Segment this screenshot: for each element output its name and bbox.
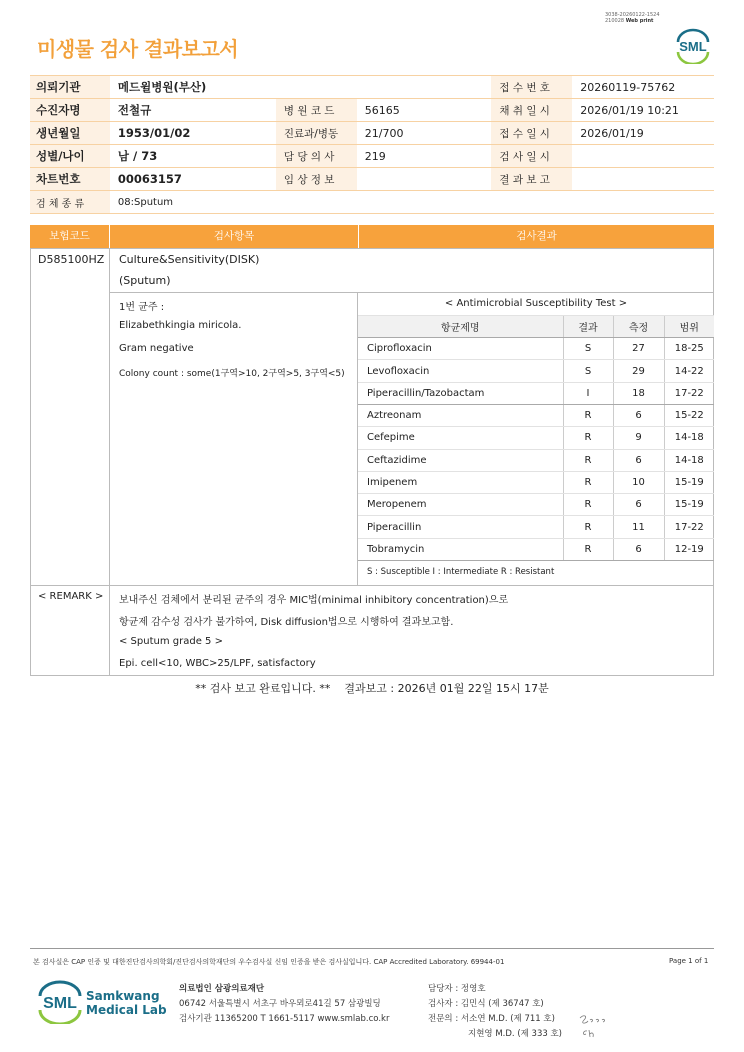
info-label: 성별/나이	[30, 145, 110, 168]
remark-line: Epi. cell<10, WBC>25/LPF, satisfactory	[119, 658, 316, 669]
info-value	[572, 168, 714, 191]
result: I	[563, 382, 613, 404]
info-label: 의뢰기관	[30, 76, 110, 99]
info-label: 채 취 일 시	[491, 99, 572, 122]
colony-count: Colony count : some(1구역>10, 2구역>5, 3구역<5)	[119, 369, 345, 379]
range: 12-19	[664, 538, 714, 560]
info-label: 생년월일	[30, 122, 110, 145]
measure: 6	[613, 449, 664, 471]
org-address: 06742 서울특별시 서초구 바우뫼로41길 57 삼광빌딩	[179, 999, 381, 1009]
antibiotic: Levofloxacin	[358, 360, 563, 382]
ast-row	[358, 360, 714, 382]
staff-line: 전문의 : 서소연 M.D. (제 711 호)	[428, 1014, 555, 1024]
info-value	[572, 145, 714, 168]
ast-row	[358, 338, 714, 360]
measure: 9	[613, 427, 664, 449]
result: R	[563, 449, 613, 471]
info-label: 수진자명	[30, 99, 110, 122]
organism-name: Elizabethkingia miricola.	[119, 320, 242, 331]
signature-icon	[578, 1012, 612, 1040]
ast-col-antibiotic: 항균제명	[358, 315, 563, 337]
measure: 18	[613, 382, 664, 404]
col-insurance-code: 보험코드	[49, 230, 90, 242]
report-id-line2	[605, 18, 660, 24]
result: R	[563, 494, 613, 516]
patient-info-table	[30, 75, 714, 214]
antibiotic: Cefepime	[358, 427, 563, 449]
info-label: 접 수 일 시	[491, 122, 572, 145]
antibiotic: Ceftazidime	[358, 449, 563, 471]
ast-col-range: 범위	[664, 315, 714, 337]
info-value: 2026/01/19	[572, 122, 714, 145]
col-test-item: 검사항목	[109, 225, 358, 248]
gram-stain: Gram negative	[119, 343, 194, 354]
info-label: 차트번호	[30, 168, 110, 191]
info-label: 담 당 의 사	[276, 145, 357, 168]
divider	[30, 585, 714, 586]
org-name: 의료법인 삼광의료재단	[179, 984, 265, 994]
info-value: 21/700	[357, 122, 492, 145]
range: 17-22	[664, 516, 714, 538]
ast-row	[358, 538, 714, 560]
sml-logo-text: SML	[679, 39, 707, 54]
remark-line: 보내주신 검체에서 분리된 균주의 경우 MIC법(minimal inhibitory concentration)으로	[119, 595, 509, 606]
info-label: 접 수 번 호	[491, 76, 572, 99]
report-id-code: 210028	[605, 18, 625, 24]
result: S	[563, 360, 613, 382]
range: 18-25	[664, 338, 714, 360]
range: 15-19	[664, 494, 714, 516]
info-row	[30, 99, 714, 122]
info-value: 56165	[357, 99, 492, 122]
info-label	[276, 76, 357, 99]
range: 14-22	[664, 360, 714, 382]
info-row	[30, 76, 714, 99]
ast-row	[358, 516, 714, 538]
report-title: 미생물 검사 결과보고서	[37, 37, 239, 61]
result: R	[563, 516, 613, 538]
info-label: 병 원 코 드	[276, 99, 357, 122]
info-label: 진료과/병동	[276, 122, 357, 145]
antibiotic: Imipenem	[358, 471, 563, 493]
info-row	[30, 191, 714, 214]
ast-legend-row	[358, 561, 714, 583]
antibiotic: Piperacillin	[358, 516, 563, 538]
result: R	[563, 538, 613, 560]
report-id-line1: 3038-20260122-1524	[605, 12, 660, 18]
organization-info	[179, 982, 389, 1027]
range: 15-19	[664, 471, 714, 493]
samkwang-brand	[86, 989, 167, 1017]
antibiotic: Meropenem	[358, 494, 563, 516]
measure: 6	[613, 494, 664, 516]
range: 17-22	[664, 382, 714, 404]
range: 14-18	[664, 427, 714, 449]
info-value	[357, 168, 492, 191]
samkwang-logo-icon	[36, 980, 84, 1024]
info-label: 결 과 보 고	[491, 168, 572, 191]
sml-logo-icon	[672, 28, 714, 64]
result-table-header	[30, 225, 714, 248]
range: 15-22	[664, 404, 714, 426]
antibiotic: Tobramycin	[358, 538, 563, 560]
staff-info	[428, 982, 562, 1042]
info-value: 1953/01/02	[110, 122, 276, 145]
measure: 6	[613, 538, 664, 560]
result: R	[563, 404, 613, 426]
ast-header-row	[358, 315, 714, 337]
remark-label: < REMARK >	[38, 591, 104, 602]
info-value: 2026/01/19 10:21	[572, 99, 714, 122]
info-value: 219	[357, 145, 492, 168]
info-value: 00063157	[110, 168, 276, 191]
result: R	[563, 471, 613, 493]
antibiotic: Aztreonam	[358, 404, 563, 426]
info-label: 임 상 정 보	[276, 168, 357, 191]
samkwang-logo-text: SML	[43, 995, 77, 1012]
info-value	[357, 76, 492, 99]
org-contact: 검사기관 11365200 T 1661-5117 www.smlab.co.kr	[179, 1014, 390, 1024]
ast-col-result: 결과	[563, 315, 613, 337]
col-test-result: 검사결과	[358, 225, 714, 248]
ast-table	[358, 293, 714, 583]
report-id	[605, 12, 660, 24]
page-number: Page 1 of 1	[669, 957, 709, 965]
measure: 29	[613, 360, 664, 382]
web-print-label: Web print	[625, 18, 654, 24]
staff-line: 담당자 : 정영호	[428, 984, 486, 994]
measure: 27	[613, 338, 664, 360]
accreditation-note: 본 검사실은 CAP 인증 및 대한진단검사의학회/진단검사의학재단의 우수검사실 신임 인증을 받은 검사실입니다. CAP Accredited Laboratory. 69944-01	[33, 958, 505, 966]
info-value: 남 / 73	[110, 145, 276, 168]
measure: 10	[613, 471, 664, 493]
antibiotic: Piperacillin/Tazobactam	[358, 382, 563, 404]
info-value: 08:Sputum	[110, 191, 714, 214]
info-value: 20260119-75762	[572, 76, 714, 99]
report-completion: ** 검사 보고 완료입니다. ** 결과보고 : 2026년 01월 22일 15시 17분	[195, 682, 549, 695]
info-label: 검 체 종 류	[30, 191, 110, 214]
ast-row	[358, 494, 714, 516]
ast-legend: S : Susceptible I : Intermediate R : Resistant	[367, 566, 555, 577]
brand-line: Medical Lab	[86, 1003, 167, 1017]
info-value: 메드윌병원(부산)	[110, 76, 276, 99]
ast-row	[358, 382, 714, 404]
remark-line: 항균제 감수성 검사가 불가하여, Disk diffusion법으로 시행하여 결과보고함.	[119, 617, 454, 628]
measure: 11	[613, 516, 664, 538]
test-name: Culture&Sensitivity(DISK)	[119, 253, 260, 266]
ast-row	[358, 404, 714, 426]
ast-row	[358, 449, 714, 471]
info-value: 전철규	[110, 99, 276, 122]
ast-title-row	[358, 293, 714, 315]
divider	[109, 248, 110, 676]
info-label: 검 사 일 시	[491, 145, 572, 168]
ast-row	[358, 427, 714, 449]
measure: 6	[613, 404, 664, 426]
result: S	[563, 338, 613, 360]
footer-divider	[30, 948, 714, 949]
specimen-type: (Sputum)	[119, 274, 171, 287]
info-row	[30, 145, 714, 168]
brand-line: Samkwang	[86, 989, 160, 1003]
info-row	[30, 122, 714, 145]
organism-label: 1번 균주 :	[119, 302, 165, 313]
staff-line: 검사자 : 김민식 (제 36747 호)	[428, 999, 544, 1009]
ast-col-measure: 측정	[613, 315, 664, 337]
range: 14-18	[664, 449, 714, 471]
result: R	[563, 427, 613, 449]
ast-title: < Antimicrobial Susceptibility Test >	[358, 293, 714, 315]
info-row	[30, 168, 714, 191]
insurance-code: D585100HZ	[38, 253, 105, 266]
antibiotic: Ciprofloxacin	[358, 338, 563, 360]
ast-row	[358, 471, 714, 493]
remark-line: < Sputum grade 5 >	[119, 636, 223, 647]
staff-line: 지현영 M.D. (제 333 호)	[468, 1029, 563, 1039]
